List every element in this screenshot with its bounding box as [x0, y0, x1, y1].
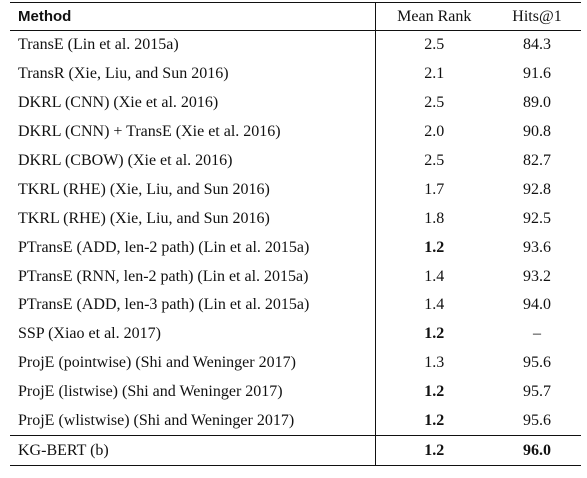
mean-rank-cell: 1.3 [375, 349, 493, 378]
mean-rank-cell: 1.4 [375, 262, 493, 291]
header-method: Method [18, 8, 72, 25]
hits-at-1-cell: 95.6 [523, 354, 551, 372]
method-cell: PTransE (RNN, len-2 path) (Lin et al. 2015a) [18, 267, 309, 285]
method-cell: ProjE (listwise) (Shi and Weninger 2017) [18, 383, 283, 401]
table-row-last [10, 436, 581, 466]
table-row [10, 349, 581, 378]
hits-at-1-cell: 91.6 [523, 65, 551, 83]
mean-rank-cell: 2.0 [375, 118, 493, 147]
header-row [10, 3, 581, 31]
method-cell: KG-BERT (b) [10, 436, 375, 466]
hits-at-1-cell: 95.6 [523, 412, 551, 430]
method-cell: PTransE (ADD, len-3 path) (Lin et al. 2015a) [18, 296, 310, 314]
hits-at-1-cell: – [533, 325, 541, 343]
hits-at-1-cell: 96.0 [493, 436, 581, 466]
table-row [10, 320, 581, 349]
hits-at-1-cell: 92.5 [523, 209, 551, 227]
method-cell: ProjE (wlistwise) (Shi and Weninger 2017) [18, 412, 295, 430]
table-body [10, 31, 581, 466]
mean-rank-cell: 2.5 [375, 31, 493, 60]
mean-rank-cell: 1.7 [375, 175, 493, 204]
table-row [10, 118, 581, 147]
table-row [10, 407, 581, 436]
mean-rank-cell: 1.2 [375, 407, 493, 436]
table-row [10, 262, 581, 291]
header-hits-at-1: Hits@1 [512, 7, 562, 25]
method-cell: DKRL (CNN) (Xie et al. 2016) [18, 94, 219, 112]
hits-at-1-cell: 94.0 [523, 296, 551, 314]
mean-rank-cell: 2.5 [375, 89, 493, 118]
hits-at-1-cell: 92.8 [523, 180, 551, 198]
header-mean-rank: Mean Rank [375, 3, 493, 31]
table-row [10, 291, 581, 320]
hits-at-1-cell: 84.3 [523, 36, 551, 54]
hits-at-1-cell: 90.8 [523, 123, 551, 141]
hits-at-1-cell: 95.7 [523, 383, 551, 401]
method-cell: TransE (Lin et al. 2015a) [18, 36, 179, 54]
method-cell: SSP (Xiao et al. 2017) [18, 325, 161, 343]
table-row [10, 31, 581, 60]
method-cell: TKRL (RHE) (Xie, Liu, and Sun 2016) [18, 180, 270, 198]
mean-rank-cell: 1.2 [375, 436, 493, 466]
results-table-container [10, 2, 581, 466]
method-cell: PTransE (ADD, len-2 path) (Lin et al. 2015a) [18, 238, 310, 256]
mean-rank-cell: 1.4 [375, 291, 493, 320]
method-cell: TKRL (RHE) (Xie, Liu, and Sun 2016) [18, 209, 270, 227]
mean-rank-cell: 1.2 [375, 378, 493, 407]
hits-at-1-cell: 89.0 [523, 94, 551, 112]
method-cell: DKRL (CBOW) (Xie et al. 2016) [18, 152, 233, 169]
table-row [10, 175, 581, 204]
table-row [10, 147, 581, 176]
table-row [10, 89, 581, 118]
mean-rank-cell: 2.5 [375, 147, 493, 176]
table-row [10, 204, 581, 233]
mean-rank-cell: 1.8 [375, 204, 493, 233]
results-table [10, 2, 581, 466]
method-cell: ProjE (pointwise) (Shi and Weninger 2017) [18, 354, 296, 372]
hits-at-1-cell: 82.7 [523, 152, 551, 169]
method-cell: DKRL (CNN) + TransE (Xie et al. 2016) [18, 123, 281, 141]
method-cell: TransR (Xie, Liu, and Sun 2016) [18, 65, 229, 83]
table-row [10, 378, 581, 407]
hits-at-1-cell: 93.6 [523, 238, 551, 256]
mean-rank-cell: 1.2 [375, 320, 493, 349]
mean-rank-cell: 1.2 [375, 233, 493, 262]
mean-rank-cell: 2.1 [375, 60, 493, 89]
hits-at-1-cell: 93.2 [523, 267, 551, 285]
table-row [10, 233, 581, 262]
table-row [10, 60, 581, 89]
